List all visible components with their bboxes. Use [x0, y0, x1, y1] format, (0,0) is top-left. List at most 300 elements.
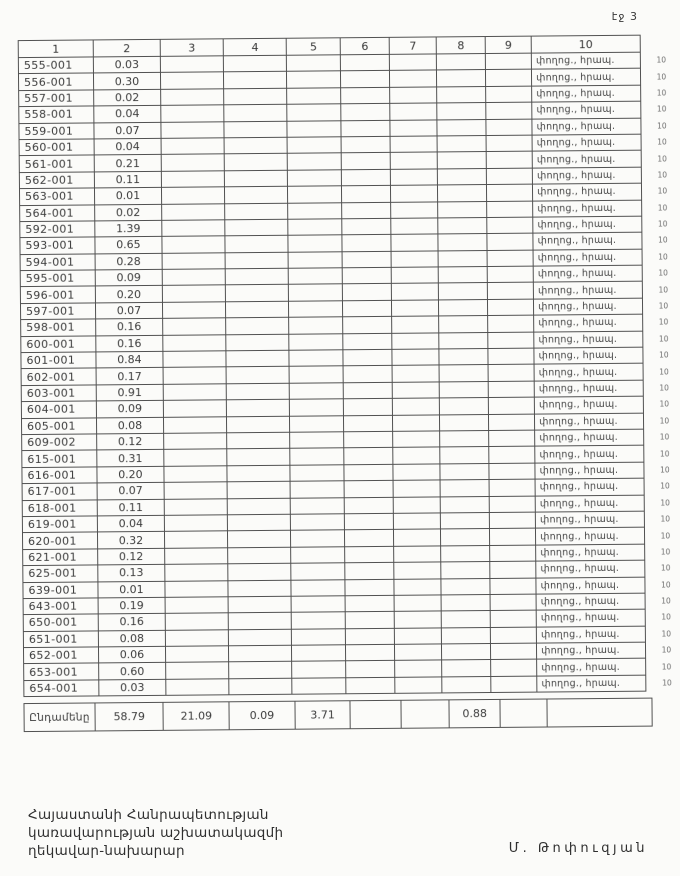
- row-value-cell: 0.12: [98, 548, 165, 565]
- empty-cell: [439, 349, 488, 366]
- margin-annotation: 10: [661, 662, 672, 672]
- empty-cell: [486, 135, 532, 152]
- empty-cell: [490, 578, 536, 595]
- row-value-cell: 0.31: [97, 450, 164, 467]
- empty-cell: [441, 545, 490, 562]
- street-type-cell: փողոց., հրապ.: [534, 364, 643, 381]
- row-code-cell: 618-001: [22, 499, 97, 516]
- empty-cell: [229, 662, 292, 679]
- row-code-cell: 620-001: [22, 532, 97, 549]
- empty-cell: [162, 269, 225, 286]
- empty-cell: [392, 365, 439, 382]
- empty-cell: [391, 251, 438, 268]
- empty-cell: [288, 251, 342, 268]
- empty-cell: [161, 138, 224, 155]
- street-type-cell: փողոց., հրապ.: [532, 167, 641, 184]
- totals-col2: 58.79: [95, 703, 164, 732]
- empty-cell: [343, 349, 392, 366]
- empty-cell: [224, 170, 287, 187]
- empty-cell: [439, 398, 488, 415]
- margin-annotation: 10: [659, 448, 670, 459]
- empty-cell: [440, 447, 489, 464]
- street-type-cell: փողոց., հրապ.: [532, 134, 641, 151]
- row-code-cell: 650-001: [23, 614, 98, 631]
- row-value-cell: 0.28: [95, 253, 162, 270]
- empty-cell: [345, 628, 394, 645]
- empty-cell: [393, 464, 440, 481]
- empty-cell: [164, 449, 227, 466]
- margin-annotation: 10: [660, 547, 671, 557]
- empty-cell: [290, 432, 344, 449]
- empty-cell: [439, 316, 488, 333]
- empty-cell: [341, 104, 390, 121]
- empty-cell: [228, 580, 291, 597]
- empty-cell: [228, 531, 291, 548]
- empty-cell: [437, 119, 486, 136]
- street-type-cell: փողոց., հրապ.: [537, 675, 646, 692]
- empty-cell: [226, 367, 289, 384]
- street-type-cell: փողոց., հրապ.: [533, 216, 642, 233]
- empty-cell: [162, 252, 225, 269]
- empty-cell: [161, 187, 224, 204]
- empty-cell: [346, 677, 395, 694]
- empty-cell: [229, 645, 292, 662]
- empty-cell: [290, 383, 344, 400]
- empty-cell: [488, 332, 534, 349]
- street-type-cell: փողոց., հրապ.: [535, 429, 644, 446]
- empty-cell: [491, 643, 537, 660]
- empty-cell: [345, 579, 394, 596]
- empty-cell: [438, 267, 487, 284]
- empty-cell: [438, 234, 487, 251]
- street-type-cell: փողոց., հրապ.: [535, 478, 644, 495]
- empty-cell: [228, 563, 291, 580]
- totals-col7: [401, 700, 450, 728]
- margin-annotation: 10: [659, 383, 669, 393]
- empty-cell: [439, 381, 488, 398]
- row-code-cell: 592-001: [20, 221, 95, 238]
- empty-cell: [162, 203, 225, 220]
- empty-cell: [487, 233, 533, 250]
- empty-cell: [225, 203, 288, 220]
- empty-cell: [292, 678, 346, 695]
- totals-col3: 21.09: [163, 702, 229, 731]
- empty-cell: [344, 415, 393, 432]
- margin-annotation: 10: [659, 367, 669, 377]
- empty-cell: [486, 102, 532, 119]
- empty-cell: [341, 87, 390, 104]
- empty-cell: [439, 365, 488, 382]
- margin-annotation: 10: [657, 137, 667, 147]
- row-code-cell: 643-001: [23, 598, 98, 615]
- row-value-cell: 0.20: [95, 286, 162, 303]
- empty-cell: [225, 252, 288, 269]
- empty-cell: [345, 612, 394, 629]
- empty-cell: [227, 432, 290, 449]
- empty-cell: [161, 89, 224, 106]
- row-code-cell: 600-001: [21, 336, 96, 353]
- street-type-cell: փողոց., հրապ.: [534, 298, 643, 315]
- empty-cell: [288, 235, 342, 252]
- street-type-cell: փողոց., հրապ.: [536, 626, 645, 643]
- row-value-cell: 1.39: [95, 220, 162, 237]
- row-value-cell: 0.84: [96, 351, 163, 368]
- column-header-3: 3: [160, 39, 223, 57]
- empty-cell: [394, 529, 441, 546]
- totals-col6: [350, 701, 401, 729]
- empty-cell: [287, 137, 341, 154]
- row-value-cell: 0.04: [94, 106, 161, 123]
- margin-annotation: 10: [660, 481, 670, 491]
- empty-cell: [343, 382, 392, 399]
- empty-cell: [289, 350, 343, 367]
- row-code-cell: 603-001: [21, 385, 96, 402]
- empty-cell: [162, 236, 225, 253]
- row-code-cell: 593-001: [20, 237, 95, 254]
- empty-cell: [226, 350, 289, 367]
- empty-cell: [437, 168, 486, 185]
- empty-cell: [341, 153, 390, 170]
- margin-annotation: 10: [659, 399, 670, 409]
- empty-cell: [289, 333, 343, 350]
- row-code-cell: 595-001: [20, 270, 95, 287]
- empty-cell: [161, 154, 224, 171]
- empty-cell: [487, 201, 533, 218]
- empty-cell: [162, 220, 225, 237]
- row-code-cell: 562-001: [19, 172, 94, 189]
- empty-cell: [393, 415, 440, 432]
- margin-annotation: 10: [660, 465, 670, 475]
- row-code-cell: 619-001: [22, 516, 97, 533]
- empty-cell: [489, 479, 535, 496]
- margin-annotation: 10: [661, 629, 672, 639]
- empty-cell: [228, 629, 291, 646]
- empty-cell: [489, 463, 535, 480]
- empty-cell: [163, 400, 226, 417]
- empty-cell: [491, 676, 537, 693]
- empty-cell: [345, 530, 394, 547]
- empty-cell: [343, 300, 392, 317]
- empty-cell: [393, 447, 440, 464]
- empty-cell: [442, 660, 491, 677]
- data-table-wrap: [18, 34, 680, 732]
- empty-cell: [165, 564, 228, 581]
- empty-cell: [224, 88, 287, 105]
- street-type-cell: փողոց., հրապ.: [536, 577, 645, 594]
- empty-cell: [227, 465, 290, 482]
- column-header-4: 4: [223, 38, 286, 56]
- empty-cell: [343, 333, 392, 350]
- table-body: [18, 52, 680, 697]
- empty-cell: [489, 430, 535, 447]
- empty-cell: [226, 317, 289, 334]
- margin-header-spacer: [640, 35, 676, 52]
- row-value-cell: 0.01: [98, 581, 165, 598]
- empty-cell: [162, 285, 225, 302]
- row-value-cell: 0.16: [96, 319, 163, 336]
- empty-cell: [390, 70, 437, 87]
- empty-cell: [163, 384, 226, 401]
- empty-cell: [227, 514, 290, 531]
- row-code-cell: 555-001: [18, 57, 93, 74]
- empty-cell: [342, 235, 391, 252]
- row-code-cell: 601-001: [21, 352, 96, 369]
- row-code-cell: 605-001: [21, 418, 96, 435]
- empty-cell: [487, 217, 533, 234]
- empty-cell: [344, 448, 393, 465]
- empty-cell: [224, 104, 287, 121]
- empty-cell: [341, 120, 390, 137]
- empty-cell: [441, 611, 490, 628]
- row-value-cell: 0.07: [95, 302, 162, 319]
- empty-cell: [344, 513, 393, 530]
- empty-cell: [344, 464, 393, 481]
- empty-cell: [438, 217, 487, 234]
- empty-cell: [391, 283, 438, 300]
- empty-cell: [392, 300, 439, 317]
- margin-annotation: 10: [661, 612, 671, 622]
- empty-cell: [291, 546, 345, 563]
- empty-cell: [288, 186, 342, 203]
- empty-cell: [165, 580, 228, 597]
- empty-cell: [486, 168, 532, 185]
- empty-cell: [395, 677, 442, 694]
- empty-cell: [227, 449, 290, 466]
- footer-org-block: [28, 806, 283, 860]
- row-code-cell: 557-001: [19, 90, 94, 107]
- empty-cell: [163, 318, 226, 335]
- column-header-6: 6: [340, 37, 389, 54]
- empty-cell: [391, 218, 438, 235]
- empty-cell: [394, 611, 441, 628]
- totals-col5: 3.71: [295, 701, 351, 729]
- empty-cell: [395, 660, 442, 677]
- street-type-cell: փողոց., հրապ.: [534, 347, 643, 364]
- empty-cell: [440, 414, 489, 431]
- empty-cell: [489, 496, 535, 513]
- empty-cell: [291, 579, 345, 596]
- empty-cell: [394, 628, 441, 645]
- row-value-cell: 0.03: [93, 56, 160, 73]
- empty-cell: [489, 446, 535, 463]
- empty-cell: [394, 578, 441, 595]
- margin-annotation: 10: [660, 563, 671, 573]
- empty-cell: [227, 498, 290, 515]
- margin-annotation: 10: [661, 596, 671, 606]
- empty-cell: [393, 480, 440, 497]
- street-type-cell: փողոց., հրապ.: [534, 314, 643, 331]
- row-code-cell: 598-001: [21, 319, 96, 336]
- row-value-cell: 0.11: [94, 171, 161, 188]
- empty-cell: [393, 496, 440, 513]
- empty-cell: [345, 546, 394, 563]
- margin-annotation: 10: [662, 678, 672, 688]
- row-value-cell: 0.08: [96, 417, 163, 434]
- empty-cell: [287, 120, 341, 137]
- empty-cell: [438, 185, 487, 202]
- empty-cell: [440, 463, 489, 480]
- empty-cell: [341, 169, 390, 186]
- empty-cell: [289, 268, 343, 285]
- empty-cell: [488, 365, 534, 382]
- row-code-cell: 559-001: [19, 123, 94, 140]
- margin-annotation: 10: [659, 350, 669, 360]
- empty-cell: [291, 497, 345, 514]
- empty-cell: [487, 266, 533, 283]
- row-code-cell: 639-001: [23, 581, 98, 598]
- totals-col8: 0.88: [449, 700, 500, 728]
- empty-cell: [290, 415, 344, 432]
- empty-cell: [485, 53, 531, 70]
- row-value-cell: 0.03: [99, 679, 166, 696]
- empty-cell: [393, 431, 440, 448]
- margin-annotation: 10: [657, 186, 668, 196]
- row-value-cell: 0.16: [96, 335, 163, 352]
- empty-cell: [291, 530, 345, 547]
- empty-cell: [487, 250, 533, 267]
- row-code-cell: 596-001: [20, 286, 95, 303]
- empty-cell: [165, 646, 228, 663]
- row-code-cell: 602-001: [21, 368, 96, 385]
- empty-cell: [165, 629, 228, 646]
- empty-cell: [226, 383, 289, 400]
- empty-cell: [488, 315, 534, 332]
- empty-cell: [223, 55, 286, 72]
- empty-cell: [440, 430, 489, 447]
- empty-cell: [486, 86, 532, 103]
- margin-annotation: 10: [658, 334, 669, 344]
- margin-annotation: 10: [657, 170, 668, 180]
- row-code-cell: 625-001: [23, 565, 98, 582]
- empty-cell: [390, 103, 437, 120]
- row-code-cell: 556-001: [18, 73, 93, 90]
- empty-cell: [390, 120, 437, 137]
- row-value-cell: 0.07: [94, 122, 161, 139]
- empty-cell: [490, 528, 536, 545]
- empty-cell: [165, 613, 228, 630]
- empty-cell: [488, 348, 534, 365]
- empty-cell: [290, 448, 344, 465]
- margin-annotation: 10: [661, 645, 672, 655]
- empty-cell: [164, 433, 227, 450]
- empty-cell: [436, 54, 485, 71]
- empty-cell: [226, 399, 289, 416]
- empty-cell: [488, 397, 534, 414]
- margin-annotation: 10: [656, 88, 667, 98]
- street-type-cell: փողոց., հրապ.: [534, 331, 643, 348]
- empty-cell: [291, 596, 345, 613]
- empty-cell: [289, 301, 343, 318]
- street-type-cell: փողոց., հրապ.: [533, 249, 642, 266]
- empty-cell: [225, 236, 288, 253]
- empty-cell: [490, 561, 536, 578]
- row-value-cell: 0.20: [97, 466, 164, 483]
- empty-cell: [288, 219, 342, 236]
- empty-cell: [392, 316, 439, 333]
- empty-cell: [292, 645, 346, 662]
- row-code-cell: 654-001: [24, 680, 99, 697]
- row-code-cell: 561-001: [19, 155, 94, 172]
- row-value-cell: 0.65: [95, 237, 162, 254]
- row-code-cell: 597-001: [20, 303, 95, 320]
- row-code-cell: 621-001: [23, 549, 98, 566]
- empty-cell: [227, 481, 290, 498]
- empty-cell: [346, 644, 395, 661]
- street-type-cell: փողոց., հրապ.: [535, 511, 644, 528]
- empty-cell: [441, 562, 490, 579]
- empty-cell: [390, 169, 437, 186]
- empty-cell: [437, 86, 486, 103]
- empty-cell: [438, 250, 487, 267]
- street-type-cell: փողոց., հրապ.: [533, 282, 642, 299]
- empty-cell: [487, 184, 533, 201]
- empty-cell: [394, 562, 441, 579]
- footer-org-line-1: Հայաստանի Հանրապետության: [28, 807, 269, 823]
- empty-cell: [438, 201, 487, 218]
- street-type-cell: փողոց., հրապ.: [535, 495, 644, 512]
- empty-cell: [225, 219, 288, 236]
- totals-col4: 0.09: [229, 701, 295, 730]
- empty-cell: [341, 136, 390, 153]
- empty-cell: [391, 267, 438, 284]
- empty-cell: [292, 661, 346, 678]
- street-type-cell: փողոց., հրապ.: [531, 52, 640, 69]
- row-value-cell: 0.04: [94, 138, 161, 155]
- empty-cell: [225, 268, 288, 285]
- empty-cell: [161, 121, 224, 138]
- row-value-cell: 0.06: [98, 646, 165, 663]
- margin-annotation: 10: [657, 153, 667, 164]
- street-type-cell: փողոց., հրապ.: [532, 101, 641, 118]
- empty-cell: [225, 186, 288, 203]
- totals-margin-spacer: [652, 698, 680, 726]
- street-type-cell: փողոց., հրապ.: [533, 232, 642, 249]
- empty-cell: [391, 234, 438, 251]
- empty-cell: [490, 610, 536, 627]
- row-value-cell: 0.17: [96, 368, 163, 385]
- empty-cell: [390, 136, 437, 153]
- empty-cell: [228, 596, 291, 613]
- row-value-cell: 0.01: [94, 187, 161, 204]
- column-header-9: 9: [485, 36, 531, 53]
- totals-table: [23, 698, 680, 733]
- empty-cell: [490, 594, 536, 611]
- empty-cell: [491, 660, 537, 677]
- empty-cell: [287, 88, 341, 105]
- empty-cell: [392, 382, 439, 399]
- empty-cell: [289, 366, 343, 383]
- empty-cell: [440, 480, 489, 497]
- empty-cell: [291, 514, 345, 531]
- empty-cell: [486, 70, 532, 87]
- empty-cell: [486, 151, 532, 168]
- row-value-cell: 0.02: [94, 89, 161, 106]
- row-value-cell: 0.13: [98, 564, 165, 581]
- empty-cell: [225, 285, 288, 302]
- row-value-cell: 0.21: [94, 155, 161, 172]
- empty-cell: [441, 529, 490, 546]
- empty-cell: [395, 644, 442, 661]
- street-type-cell: փողոց., հրապ.: [536, 560, 645, 577]
- empty-cell: [488, 381, 534, 398]
- row-code-cell: 617-001: [22, 483, 97, 500]
- empty-cell: [390, 152, 437, 169]
- column-header-7: 7: [389, 37, 436, 54]
- row-code-cell: 560-001: [19, 139, 94, 156]
- street-type-cell: փողոց., հրապ.: [533, 265, 642, 282]
- empty-cell: [342, 251, 391, 268]
- empty-cell: [441, 594, 490, 611]
